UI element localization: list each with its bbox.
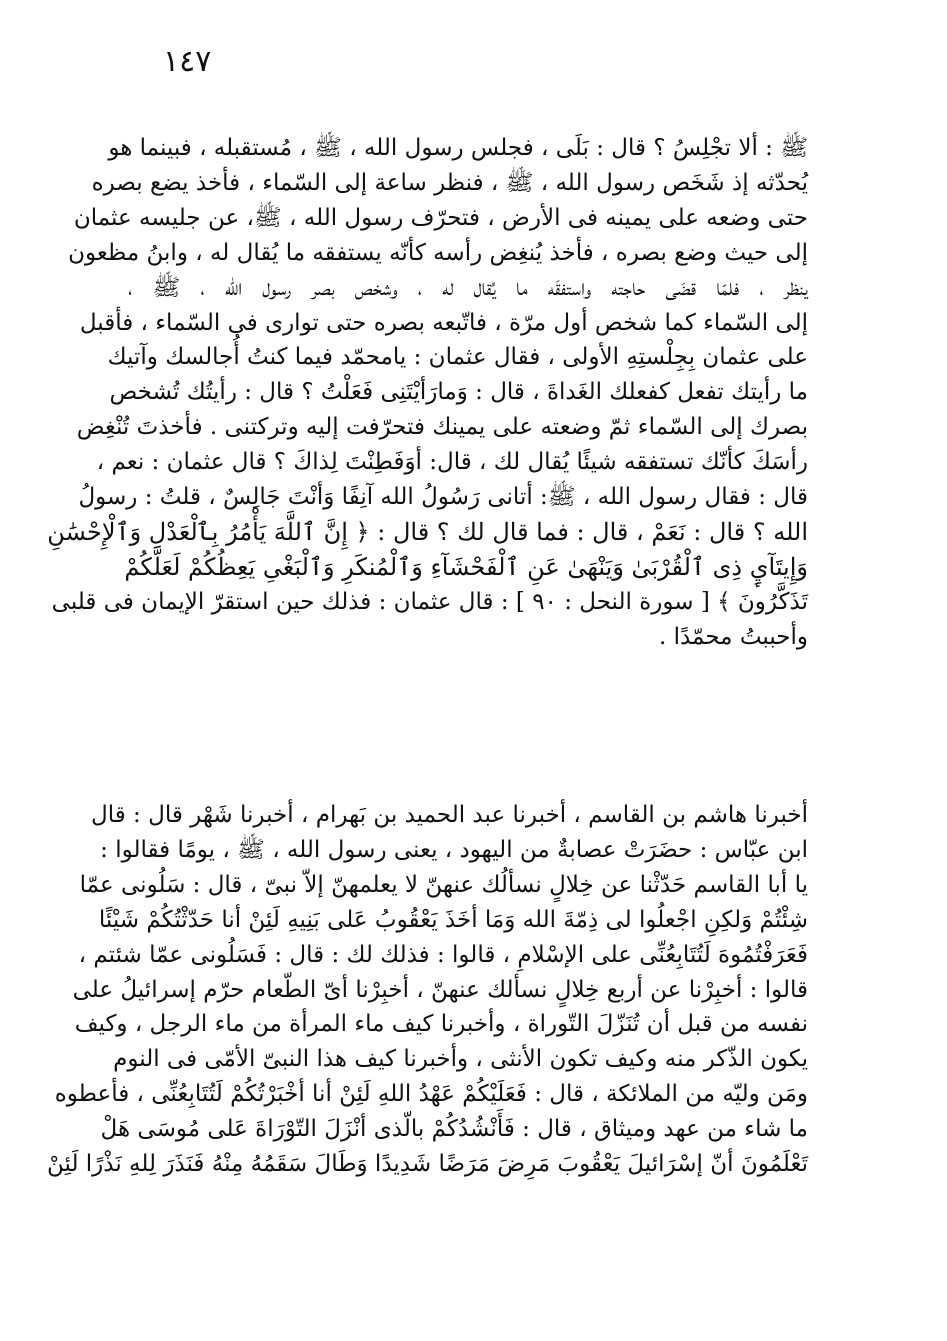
paragraph-2 (47, 798, 808, 1182)
text-line: وأحببتُ محمّدًا . (658, 623, 808, 650)
text-line: تَعْلَمُونَ أنّ إسْرَائيلَ يَعْقُوبَ مَرِضَ مَرَضًا شَدِيدًا وَطَالَ سَقَمُهُ مِنْهُ فَنَذَرَ لِلهِ نَذْرًا لَئِنْ (47, 1151, 808, 1178)
text-line: ﷺ : ألا تجْلِسُ ؟ قال : بَلَى ، فجلس رسول الله ، ﷺ ، مُستقبله ، فبينما هو (108, 135, 808, 161)
text-line: على عثمان بِجِلْستِهِ الأولى ، فقال عثمان : يامحمّد فيما كنتُ أُجالسك وآتيك (107, 344, 808, 371)
text-line: يُحدّثه إذ شَخَص رسول الله ، ﷺ ، فنظر ساعة إلى السّماء ، فأخذ يضع بصره (91, 169, 808, 196)
text-line: يا أبا القاسم حَدّثْنا عن خِلالٍ نسألُك عنهنّ لا يعلمهنّ إلاّ نبىّ ، قال : سَلُونى عمّا (79, 871, 808, 898)
text-line: قالوا : أخبِرْنا عن أربع خِلالٍ نسألك عنهنّ ، أخبِرْنا أىّ الطّعام حرّم إسرائيلُ على (72, 976, 808, 1003)
text-line: أخبرنا هاشم بن القاسم ، أخبرنا عبد الحميد بن بَهرام ، أخبرنا شَهْر قال : قال (91, 802, 808, 828)
quran-verse-line: وَإِيتَآيِٕ ذِى ٱلْقُرْبَىٰ وَيَنْهَىٰ عَنِ ٱلْفَحْشَآءِ وَٱلْمُنكَرِ وَٱلْبَغْىِ يَعِظُكُمْ لَعَلَّكُمْ (124, 552, 808, 581)
text-line: إلى السّماء كما شخص أول مرّة ، فاتّبعه بصره حتى توارى فى السّماء ، فأقبل (79, 309, 808, 336)
text-line: فَعَرَفْتُمُوهَ لَتُتَابِعُنِّى على الإسْلامِ ، قالوا : فذلك لك : قال : فَسَلُونى عمّا شئتم ، (78, 941, 808, 968)
text-line: إلى حيث وضع بصره ، فأخذ يُنغِض رأسه كأنّه يستفقه ما يُقال له ، وابنُ مظعون (68, 239, 808, 266)
text-line: رأسَكَ كأنّك تستفقه شيئًا يُقال لك ، قال: أوَفَطِنْتَ لِذاكَ ؟ قال عثمان : نعم ، (96, 449, 808, 476)
text-line: قال : فقال رسول الله ، ﷺ: أتانى رَسُولُ الله آنِفًا وَأنْتَ جَالِسٌ ، قلتُ : رسولُ (78, 484, 808, 511)
text-line: نفسه من قبل أن تُنَزّلَ التّوراة ، وأخبرنا كيف ماء المرأة من ماء الرجل ، وكيف (74, 1011, 808, 1038)
page-number: ١٤٧ (163, 44, 212, 79)
text-line: تَذَكَّرُونَ ﴾ [ سورة النحل : ٩٠ ] : قال عثمان : فذلك حين استقرّ الإيمان فى قلبى (51, 588, 808, 615)
text-line: ما رأيتك تفعل كفعلك الغَداةَ ، قال : وَمارَأيْتَنِى فَعَلْتُ ؟ قال : رأيتُك تُشخص (109, 379, 808, 406)
text-line: ومَن وليّه من الملائكة ، قال : فَعَلَيْكُمْ عَهْدُ اللهِ لَئِنْ أنا أخْبَرْتُكُمْ لَتُتَابِعُنِّى ، فأعطوه (54, 1081, 808, 1108)
text-line: شِئْتُمْ وَلكِنِ اجْعلُوا لى ذِمّةَ الله وَمَا أخَذَ يَعْقُوبُ عَلى بَنِيهِ لَئِنْ أنا حَدّثْتُكُمْ شَيْئًا (98, 906, 808, 933)
text-line: ما شاء من عهد وميثاق ، قال : فَأَنْشُدُكُمْ بالّذى أنْزَلَ التّوْرَاةَ عَلى مُوسَى هَلْ (100, 1116, 808, 1143)
paragraph-1 (47, 131, 808, 655)
text-line: حتى وضعه على يمينه فى الأرض ، فتحرّف رسول الله ، ﷺ، عن جليسه عثمان (73, 204, 808, 231)
quran-verse-line: الله ؟ قال : نَعَمْ ، قال : فما قال لك ؟ قال : ﴿ إِنَّ ٱللَّهَ يَأْمُرُ بِٱلْعَدْلِ وَٱلْإِحْسَٰنِ (47, 517, 808, 546)
text-line: بصرك إلى السّماء ثمّ وضعته على يمينك فتحرّفت إليه وتركتنى . فأخذتَ تُنْغِض (76, 414, 808, 441)
text-line: ينظر ، فلمّا قضَى حاجته واستفقَه ما يُقال له ، وشخص بصر رسول الله ، ﷺ ، (128, 274, 808, 301)
text-line: ابن عبّاس : حضَرَتْ عصابةٌ من اليهود ، يعنى رسول الله ، ﷺ ، يومًا فقالوا : (100, 836, 808, 863)
text-line: يكون الذّكر منه وكيف تكون الأنثى ، وأخبرنا كيف هذا النبىّ الأمّى فى النوم (113, 1046, 808, 1073)
